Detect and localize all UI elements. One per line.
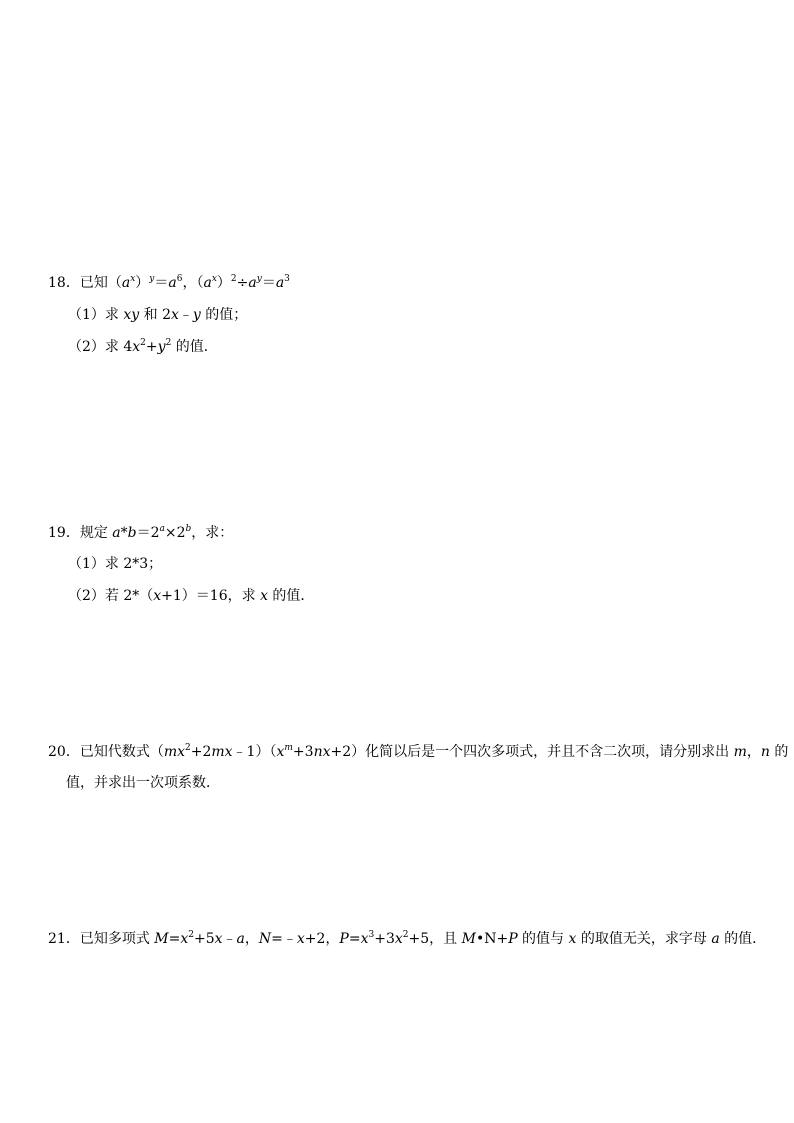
question-21-stem: 21．已知多项式 $M=x^2+5x﹣a$，N=﹣x+2，$P=x^3+3x^2+5$，且 M•N+P 的值与 x 的取值无关，求字母 a 的值． (48, 930, 767, 947)
question-18-part-2: （2）求 $4x^2+y^2$ 的值． (68, 338, 218, 355)
question-19-part-2: （2）若 2*（x+1）＝16，求 x 的值． (68, 588, 315, 604)
question-20-stem: 20．已知代数式$(mx^2+2mx﹣1)(x^m+3nx+2)$化简以后是一个四次多项式，并且不含二次项，请分别求出 m，n 的 (48, 743, 789, 760)
question-18-part-1: （1）求 xy 和 2x﹣y 的值； (68, 307, 248, 323)
question-19-part-1: （1）求 2*3； (68, 556, 163, 572)
question-18-stem (48, 274, 290, 292)
question-20-stem-continued: 值，并求出一次项系数． (66, 775, 220, 791)
question-18-stem-text: 18．已知$(a^x)^y=a^6$，$(a^x)^2\div a^y=a^3$ (48, 274, 290, 291)
question-19-stem: 19．规定 $a*b=2^a\times 2^b$，求： (48, 524, 234, 541)
